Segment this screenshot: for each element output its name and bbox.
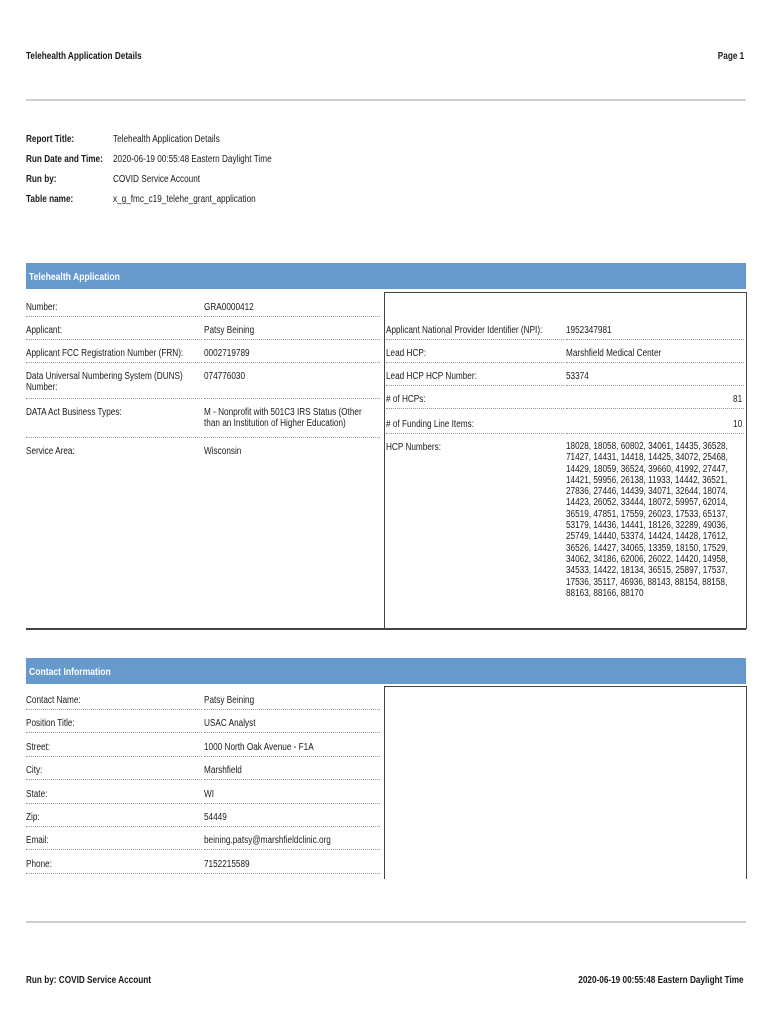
contact-value: 1000 North Oak Avenue - F1A [204,736,380,757]
field-label: HCP Numbers: [386,442,441,453]
meta-label: Run by: [26,174,57,185]
field-label: Number: [26,296,202,317]
contact-label: Email: [26,829,202,850]
report-header-title: Telehealth Application Details [26,51,142,62]
header-divider [26,99,746,101]
field-value: 10 [566,413,744,434]
field-value: GRA0000412 [204,296,380,317]
meta-value: COVID Service Account [113,174,201,185]
field-label: # of Funding Line Items: [386,413,564,434]
field-label: Applicant National Provider Identifier (NPI): [386,319,564,340]
contact-value: beining.patsy@marshfieldclinic.org [204,829,380,850]
page-number: Page 1 [717,51,744,62]
footer-timestamp: 2020-06-19 00:55:48 Eastern Daylight Time [578,975,744,986]
contact-value: 7152215589 [204,853,380,874]
field-value: Wisconsin [204,446,242,457]
contact-value: USAC Analyst [204,712,380,733]
contact-value: Marshfield [204,759,380,780]
field-value: 53374 [566,365,744,386]
field-label: Service Area: [26,446,75,457]
field-value: 81 [566,388,744,409]
meta-label: Table name: [26,194,74,205]
contact-label: Zip: [26,806,202,827]
contact-information-section-header: Contact Information [26,658,746,684]
contact-right-panel [384,686,747,879]
field-label: Lead HCP HCP Number: [386,365,564,386]
contact-label: Contact Name: [26,689,202,710]
meta-label: Report Title: [26,134,75,145]
meta-value: 2020-06-19 00:55:48 Eastern Daylight Time [113,154,272,165]
field-label: Applicant: [26,319,202,340]
field-value: M - Nonprofit with 501C3 IRS Status (Other than an Institution of Higher Education) [204,401,380,438]
meta-value: x_g_fmc_c19_telehe_grant_application [113,194,256,205]
field-label: Lead HCP: [386,342,564,363]
telehealth-application-section-header: Telehealth Application [26,263,746,289]
footer-divider [26,921,746,923]
meta-label: Run Date and Time: [26,154,103,165]
field-label: DATA Act Business Types: [26,401,202,438]
meta-value: Telehealth Application Details [113,134,220,145]
contact-label: City: [26,759,202,780]
hcp-numbers-list: 18028, 18058, 60802, 34061, 14435, 36528, 71427, 14431, 14418, 14425, 34072, 25468, 14429, 18059, 36524, 39660, 41992, 27447, 14421, 59956, 26138, 11933, 14442, 36521, 27836, 27446, 14439, 34071, 32644, 18074, 14423, 26052, 33444, 18072, 59957, 62014, 36519, 47851, 17559, 26023, 17533, 65137, 53179, 14436, 14441, 18126, 32289, 49036, 25749, 14440, 53374, 14424, 14428, 17612, 36526, 14427, 34065, 13359, 18150, 17529, 34062, 34186, 62006, 26022, 14420, 14958, 34533, 14422, 18134, 36515, 25897, 17537, 17536, 35117, 46936, 88143, 88154, 88158, 88163, 88166, 88170 [566,441,728,599]
field-label: # of HCPs: [386,388,564,409]
field-value: Marshfield Medical Center [566,342,744,363]
contact-value: 54449 [204,806,380,827]
application-section-bottom-rule [26,628,746,630]
contact-value: WI [204,783,380,804]
field-value: Patsy Beining [204,319,380,340]
contact-label: State: [26,783,202,804]
contact-label: Street: [26,736,202,757]
field-value: 074776030 [204,365,380,399]
field-value: 0002719789 [204,342,380,363]
footer-run-by: Run by: COVID Service Account [26,975,151,986]
field-label: Applicant FCC Registration Number (FRN): [26,342,202,363]
field-label: Data Universal Numbering System (DUNS) Number: [26,365,202,399]
field-value: 1952347981 [566,319,744,340]
contact-value: Patsy Beining [204,689,380,710]
contact-label: Position Title: [26,712,202,733]
contact-label: Phone: [26,853,202,874]
